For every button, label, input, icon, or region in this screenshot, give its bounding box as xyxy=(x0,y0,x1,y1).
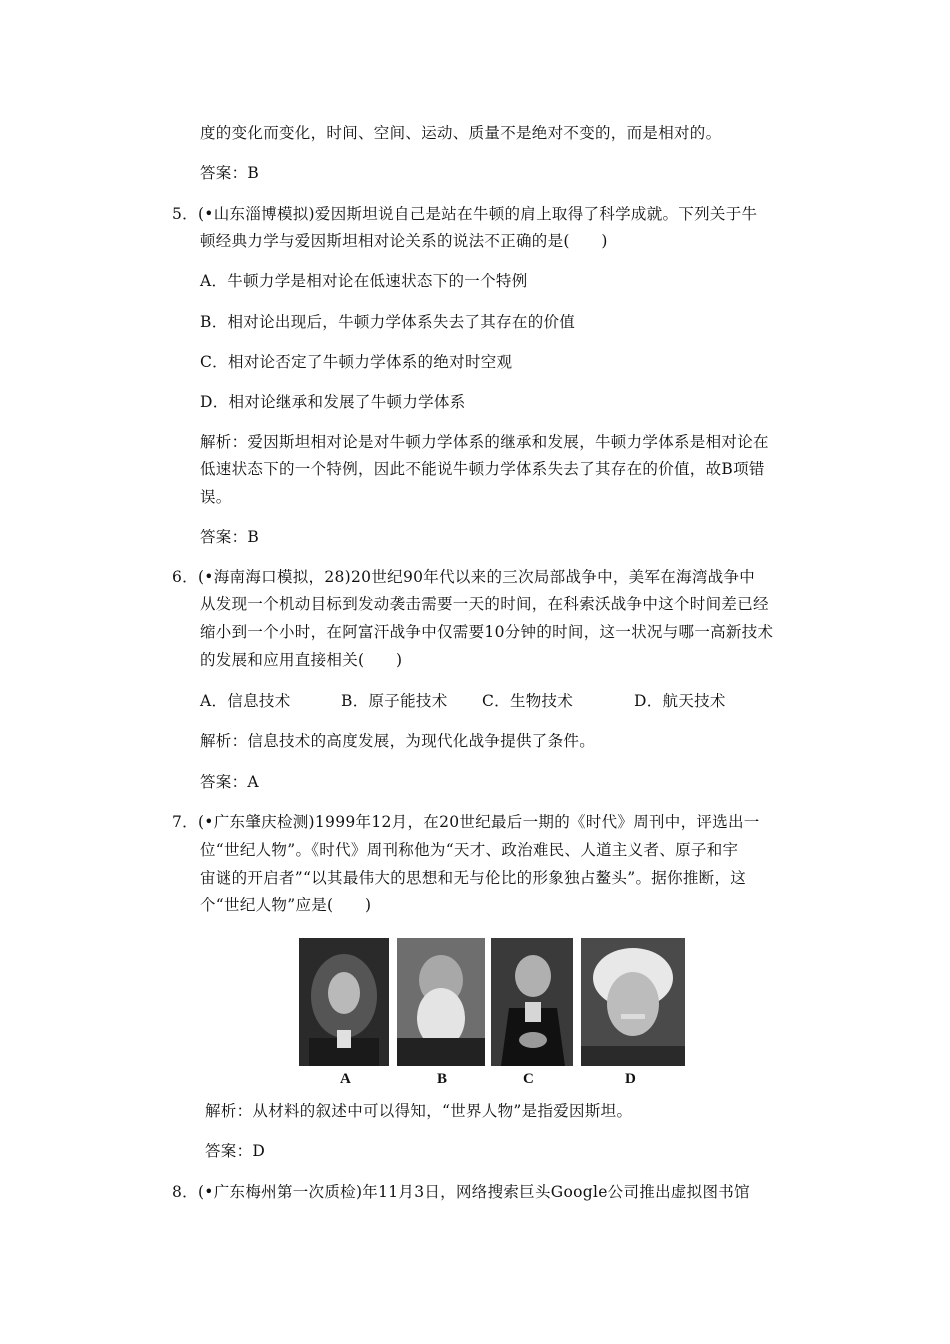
q7-stem-line: 位“世纪人物”。《时代》周刊称他为“天才、政治难民、人道主义者、原子和宇 xyxy=(200,841,739,859)
q7-stem-line: 宙谜的开启者”“以其最伟大的思想和无与伦比的形象独占鳌头”。据你推断，这 xyxy=(200,869,747,887)
photo-label-a: A xyxy=(340,1071,351,1087)
q5-analysis-line: 低速状态下的一个特例，因此不能说牛顿力学体系失去了其存在的价值，故B项错 xyxy=(200,460,765,478)
photo-label-c: C xyxy=(523,1071,534,1087)
q6-option-b: B．原子能技术 xyxy=(341,692,448,710)
q6-option-d: D．航天技术 xyxy=(634,692,726,710)
q5-stem-line: 顿经典力学与爱因斯坦相对论关系的说法不正确的是( ) xyxy=(200,232,608,250)
q5-analysis-line: 解析：爱因斯坦相对论是对牛顿力学体系的继承和发展，牛顿力学体系是相对论在 xyxy=(200,433,769,451)
portrait-newton-photo xyxy=(299,938,389,1066)
q5-option-c: C．相对论否定了牛顿力学体系的绝对时空观 xyxy=(200,353,513,371)
q6-option-a: A．信息技术 xyxy=(200,692,291,710)
q5-option-d: D．相对论继承和发展了牛顿力学体系 xyxy=(200,393,466,411)
q7-stem-line: 个“世纪人物”应是( ) xyxy=(200,896,372,914)
portrait-edison-photo xyxy=(491,938,573,1066)
q6-stem-line: 的发展和应用直接相关( ) xyxy=(200,651,403,669)
q7-answer: 答案：D xyxy=(205,1142,266,1160)
q6-option-c: C．生物技术 xyxy=(482,692,574,710)
q5-option-b: B．相对论出现后，牛顿力学体系失去了其存在的价值 xyxy=(200,313,576,331)
portrait-photos xyxy=(299,938,685,1066)
q6-stem-line: 缩小到一个小时，在阿富汗战争中仅需要10分钟的时间，这一状况与哪一高新技术 xyxy=(200,623,774,641)
q4-analysis-tail: 度的变化而变化，时间、空间、运动、质量不是绝对不变的，而是相对的。 xyxy=(200,124,722,142)
portrait-einstein-photo xyxy=(581,938,685,1066)
q6-answer: 答案：A xyxy=(200,773,259,791)
q8-stem-line: 8．(•广东梅州第一次质检)年11月3日，网络搜索巨头Google公司推出虚拟图书馆 xyxy=(172,1183,750,1201)
portrait-darwin-photo xyxy=(397,938,485,1066)
q4-answer: 答案：B xyxy=(200,164,260,182)
q7-stem-line: 7．(•广东肇庆检测)1999年12月，在20世纪最后一期的《时代》周刊中，评选出一 xyxy=(172,813,760,831)
q6-analysis: 解析：信息技术的高度发展，为现代化战争提供了条件。 xyxy=(200,732,596,750)
photo-label-b: B xyxy=(437,1071,448,1087)
q5-option-a: A．牛顿力学是相对论在低速状态下的一个特例 xyxy=(200,272,528,290)
q6-stem-line: 从发现一个机动目标到发动袭击需要一天的时间，在科索沃战争中这个时间差已经 xyxy=(200,595,769,613)
q7-analysis: 解析：从材料的叙述中可以得知，“世界人物”是指爱因斯坦。 xyxy=(205,1102,633,1120)
q5-stem-line: 5．(•山东淄博模拟)爱因斯坦说自己是站在牛顿的肩上取得了科学成就。下列关于牛 xyxy=(172,205,758,223)
photo-label-d: D xyxy=(625,1071,636,1087)
q6-stem-line: 6．(•海南海口模拟，28)20世纪90年代以来的三次局部战争中，美军在海湾战争中 xyxy=(172,568,756,586)
q5-answer: 答案：B xyxy=(200,528,260,546)
q5-analysis-line: 误。 xyxy=(200,488,232,506)
